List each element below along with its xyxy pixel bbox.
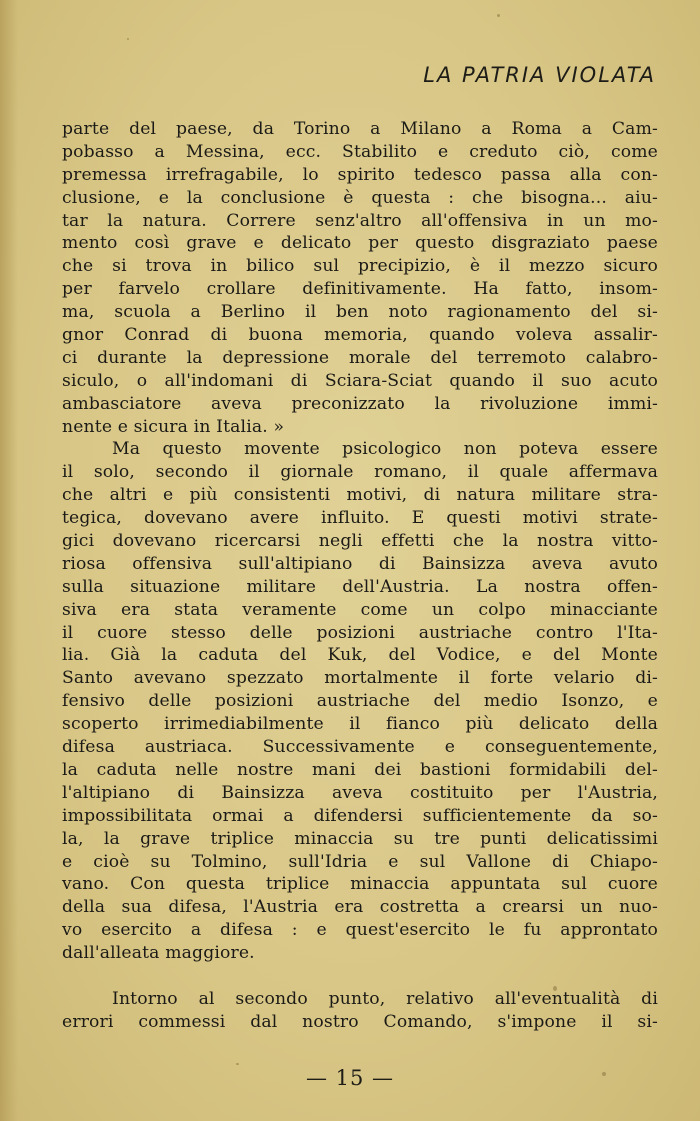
text-line: e cioè su Tolmino, sull'Idria e sul Vallone di Chiapo- (62, 851, 658, 872)
text-line: Intorno al secondo punto, relativo all'eventualità di (112, 988, 658, 1009)
text-line: il cuore stesso delle posizioni austriache contro l'Ita- (62, 622, 658, 643)
text-line: lia. Già la caduta del Kuk, del Vodice, e del Monte (62, 645, 658, 666)
text-line: clusione, e la conclusione è questa : che bisogna... aiu- (62, 187, 658, 208)
text-line: premessa irrefragabile, lo spirito tedesco passa alla con- (62, 164, 658, 185)
text-line: tar la natura. Correre senz'altro all'offensiva in un mo- (62, 210, 658, 231)
text-line: la caduta nelle nostre mani dei bastioni formidabili del- (62, 759, 658, 780)
text-line: fensivo delle posizioni austriache del medio Isonzo, e (62, 691, 658, 712)
text-line: della sua difesa, l'Austria era costretta a crearsi un nuo- (62, 897, 658, 918)
text-line: il solo, secondo il giornale romano, il quale affermava (62, 462, 658, 483)
text-line: la, la grave triplice minaccia su tre punti delicatissimi (62, 828, 658, 849)
text-line: Santo avevano spezzato mortalmente il forte velario di- (62, 668, 658, 689)
text-line: errori commessi dal nostro Comando, s'impone il si- (62, 1011, 658, 1032)
text-line: gici dovevano ricercarsi negli effetti che la nostra vitto- (62, 531, 658, 552)
body-text (62, 118, 658, 1034)
text-line: che si trova in bilico sul precipizio, è il mezzo sicuro (62, 256, 658, 277)
text-line: ci durante la depressione morale del terremoto calabro- (62, 347, 658, 368)
paper-speck (497, 14, 500, 17)
paragraph (62, 988, 658, 1034)
paper-speck (236, 1063, 239, 1065)
text-line: ambasciatore aveva preconizzato la rivoluzione immi- (62, 393, 658, 414)
text-line: riosa offensiva sull'altipiano di Bainsizza aveva avuto (62, 553, 658, 574)
text-line: siva era stata veramente come un colpo minacciante (62, 599, 658, 620)
running-title: LA PATRIA VIOLATA (423, 63, 656, 87)
text-line: impossibilitata ormai a difendersi sufficientemente da so- (62, 805, 658, 826)
paragraph (62, 438, 658, 964)
text-line: difesa austriaca. Successivamente e conseguentemente, (62, 737, 658, 758)
text-line: gnor Conrad di buona memoria, quando voleva assalir- (62, 325, 658, 346)
page-number: — 15 — (305, 1066, 395, 1090)
text-line: l'altipiano di Bainsizza aveva costituito per l'Austria, (62, 782, 658, 803)
text-line: sulla situazione militare dell'Austria. La nostra offen- (62, 576, 658, 597)
text-line: siculo, o all'indomani di Sciara-Sciat quando il suo acuto (62, 370, 658, 391)
text-line: scoperto irrimediabilmente il fianco più delicato della (62, 714, 658, 735)
page-edge-shadow (0, 0, 18, 1121)
text-line: Ma questo movente psicologico non poteva essere (112, 439, 658, 460)
paragraph-gap (62, 965, 658, 988)
text-line: vo esercito a difesa : e quest'esercito le fu approntato (62, 920, 658, 941)
text-line: nente e sicura in Italia. » (62, 416, 285, 437)
text-line: pobasso a Messina, ecc. Stabilito e creduto ciò, come (62, 141, 658, 162)
text-line: parte del paese, da Torino a Milano a Roma a Cam- (62, 119, 658, 139)
text-line: per farvelo crollare definitivamente. Ha fatto, insom- (62, 279, 658, 300)
text-line: mento così grave e delicato per questo disgraziato paese (62, 233, 658, 254)
text-line: che altri e più consistenti motivi, di natura militare stra- (62, 485, 658, 506)
text-line: ma, scuola a Berlino il ben noto ragionamento del si- (62, 302, 658, 323)
paragraph (62, 118, 658, 438)
text-line: tegica, dovevano avere influito. E questi motivi strate- (62, 508, 658, 529)
text-line: dall'alleata maggiore. (62, 943, 255, 964)
text-line: vano. Con questa triplice minaccia appuntata sul cuore (62, 874, 658, 895)
paper-speck (127, 38, 129, 40)
